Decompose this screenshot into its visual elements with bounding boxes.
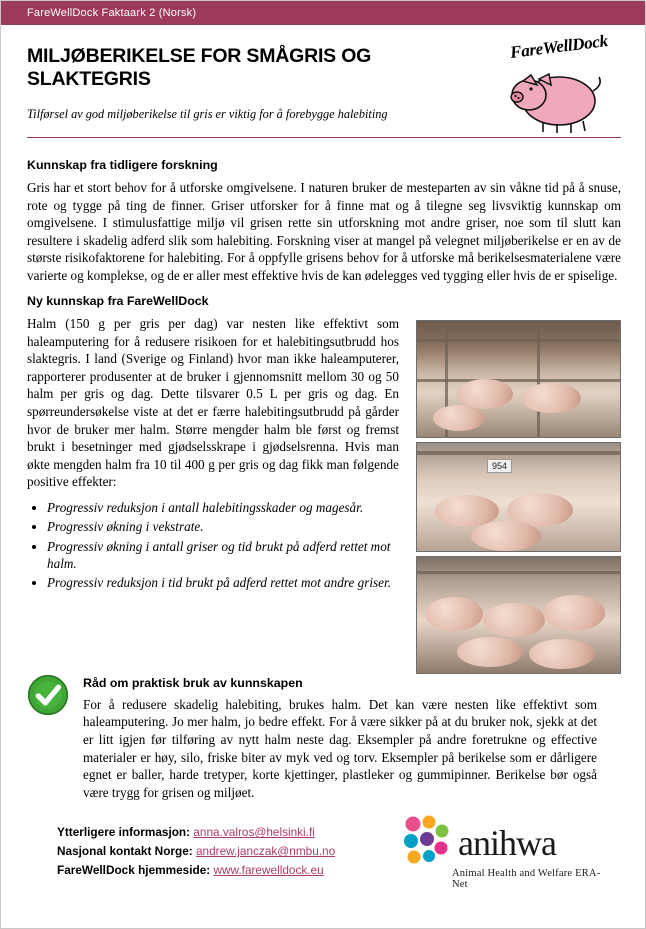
section-heading-2: Ny kunnskap fra FareWellDock: [27, 294, 209, 309]
anihwa-wordmark: anihwa: [458, 823, 556, 863]
list-item: • Progressiv økning i vekstrate.: [47, 518, 419, 535]
document-body: [1, 138, 645, 880]
title-block: [1, 25, 645, 137]
section-2-block: [27, 294, 621, 592]
list-item: • Progressiv økning i antall griser og tid brukt på adferd rettet mot halm.: [47, 538, 419, 573]
advice-block: [27, 676, 621, 801]
advice-text: For å redusere skadelig halebiting, brukes halm. Det kan være nesten like effektivt som haleamputering. Jo mer halm, jo bedre effekt. For å være sikker på at du bruker nok, sjekk at det er litt igjen før tilføring av nytt halm neste dag. Eksempler på andre foretrukne og effective materialer er høy, silo, friske biter av myk ved og torv. Eksempler på berikelse som er dårligere egnet er baller, harde tretyper, korte kjettinger, plastleker og gummipinner. Berikelse bør også være trygg for grisen og miljøet.: [83, 696, 597, 800]
anihwa-dots-icon: [400, 814, 454, 868]
section-paragraph-1: Gris har et stort behov for å utforske omgivelsene. I naturen bruker de mesteparten av sin våkne tid på å snuse, rote og tygge på ting de finner. Griser utforsker for å finne mat og å tilegne seg livsviktig kunnskap om omgivelsene. I stimulusfattige miljø vil grisen rette sin utforskning mot andre griser, noe som til slutt kan resultere i skadelig adferd slik som halebiting. Forskning viser at mangel på velegnet miljøberikelse er en av de største risikofaktorene for halebiting. For å oppfylle grisens behov for å utforske må berikelsesmaterialene være varierte og komplekse, og de er aller mest effektive hvis de kan ødelegges ved tygging eller hvis de er spiselige.: [27, 180, 621, 283]
contact-label-3: FareWellDock hjemmeside:: [57, 863, 211, 878]
pig-icon: [507, 61, 611, 135]
pig-pen-photo-1: [416, 320, 621, 438]
list-item: • Progressiv reduksjon i tid brukt på adferd rettet mot andre griser.: [47, 574, 419, 591]
page-title: MILJØBERIKELSE FOR SMÅGRIS OG SLAKTEGRIS: [27, 45, 372, 90]
pen-number-tag: 954: [487, 459, 512, 473]
advice-heading: Råd om praktisk bruk av kunnskapen: [83, 675, 303, 690]
farewelldock-logo: [489, 33, 629, 137]
green-check-icon: [27, 674, 69, 716]
document-header-label: FareWellDock Faktaark 2 (Norsk): [27, 7, 197, 19]
farewelldock-logo-text: FareWellDock: [509, 31, 609, 62]
photo-column: [416, 320, 621, 678]
page-subtitle: Tilførsel av god miljøberikelse til gris er viktig for å forebygge halebiting: [27, 107, 388, 121]
contact-link-2[interactable]: andrew.janczak@nmbu.no: [195, 844, 336, 859]
effects-list: [27, 499, 419, 592]
contact-link-1[interactable]: anna.valros@helsinki.fi: [193, 825, 315, 840]
anihwa-logo: [400, 814, 615, 890]
pig-pen-photo-2: [416, 442, 621, 552]
contact-link-3[interactable]: www.farewelldock.eu: [213, 863, 324, 878]
section-heading-1: Kunnskap fra tidligere forskning: [27, 158, 218, 172]
document-header-bar: [1, 1, 645, 25]
anihwa-tagline: Animal Health and Welfare ERA-Net: [452, 868, 601, 890]
section-paragraph-2: Halm (150 g per gris per dag) var nesten like effektivt som haleamputering for å redusere risikoen for et halebitingsutbrudd hos slaktegris. I land (Sverige og Finland) hvor man ikke haleamputerer, rapporterer produsenter at de bruker i gjennomsnitt mellom 30 og 50 halm per gris og dag. Dette tilsvarer 0.5 L per gris og dag. En spørreundersøkelse viste at det er færre halebitingsutbrudd på gårder hvor de bruker mer halm. Større mengder halm ble først og fremst brukt i besetninger med gjødselsskrape i gjødselsrenna. Hvis man økte mengden halm fra 10 til 400 g per gris og dag fikk man følgende positive effekter:: [27, 316, 399, 490]
contact-label-1: Ytterligere informasjon:: [57, 825, 191, 840]
section-2-text: [27, 294, 399, 592]
contact-label-2: Nasjonal kontakt Norge:: [57, 844, 193, 859]
pig-pen-photo-3: [416, 556, 621, 674]
list-item: • Progressiv reduksjon i antall halebitingsskader og magesår.: [47, 499, 419, 516]
